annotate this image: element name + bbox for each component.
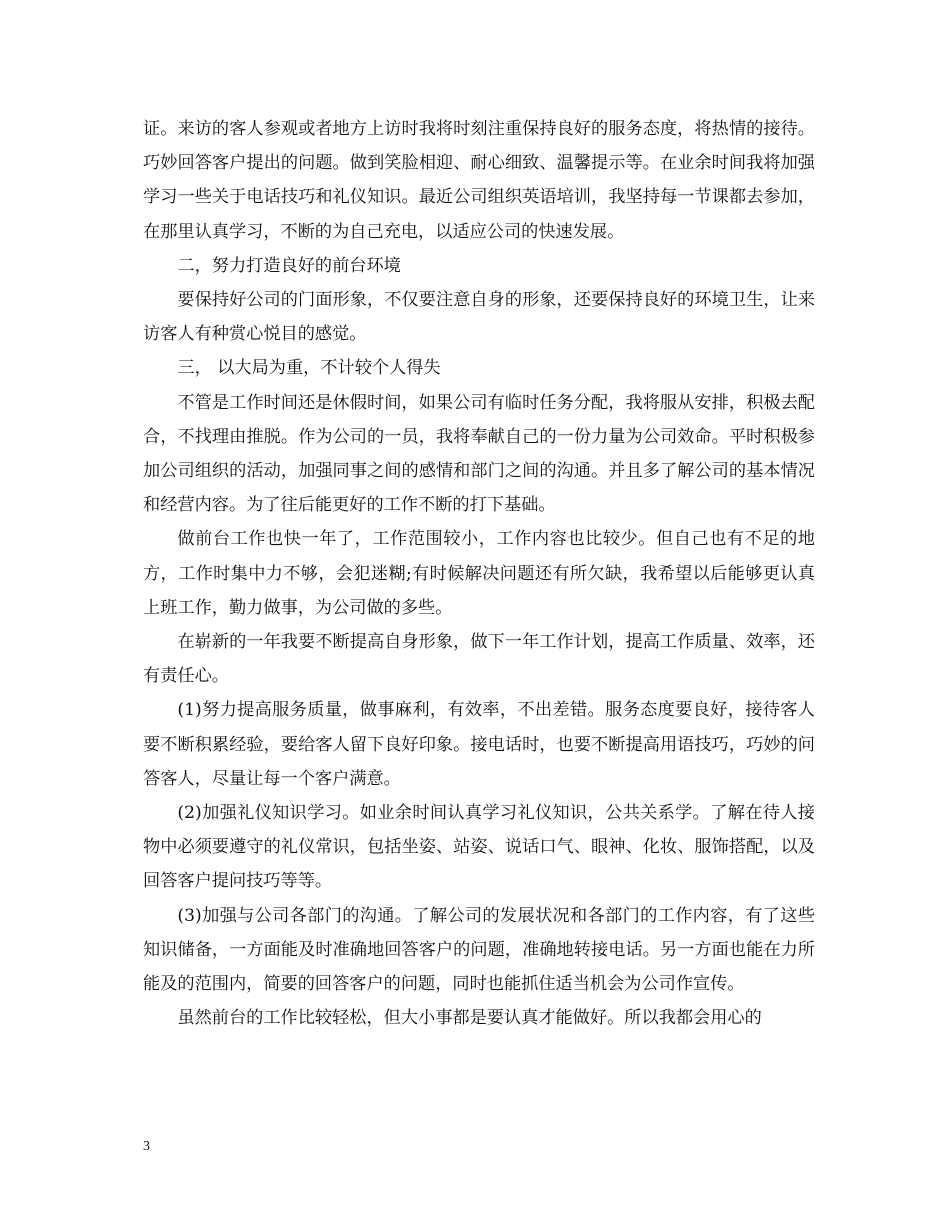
paragraph: 虽然前台的工作比较轻松，但大小事都是要认真才能做好。所以我都会用心的 [177, 1008, 762, 1029]
paragraph: 三， 以大局为重，不计较个人得失 [177, 358, 441, 379]
document-body [143, 112, 815, 1035]
paragraph: 证。来访的客人参观或者地方上访时我将时刻注重保持良好的服务态度，将热情的接待。巧妙回答客户提出的问题。做到笑脸相迎、耐心细致、温馨提示等。在业余时间我将加强学习一些关于电话技巧和礼仪知识。最近公司组织英语培训，我坚持每一节课都去参加，在那里认真学习，不断的为自己充电，以适应公司的快速发展。 [143, 119, 815, 242]
paragraph: (1)努力提高服务质量，做事麻利，有效率，不出差错。服务态度要良好，接待客人要不断积累经验，要给客人留下良好印象。接电话时，也要不断提高用语技巧，巧妙的问答客人，尽量让每一个客户满意。 [143, 700, 815, 789]
paragraph: (2)加强礼仪知识学习。如业余时间认真学习礼仪知识，公共关系学。了解在待人接物中必须要遵守的礼仪常识，包括坐姿、站姿、说话口气、眼神、化妆、服饰搭配，以及回答客户提问技巧等等。 [143, 803, 815, 892]
paragraph: 不管是工作时间还是休假时间，如果公司有临时任务分配，我将服从安排，积极去配合，不找理由推脱。作为公司的一员，我将奉献自己的一份力量为公司效命。平时积极参加公司组织的活动，加强同事之间的感情和部门之间的沟通。并且多了解公司的基本情况和经营内容。为了往后能更好的工作不断的打下基础。 [143, 392, 815, 516]
paragraph: 二，努力打造良好的前台环境 [177, 255, 401, 276]
page-number: 3 [143, 1139, 150, 1154]
paragraph: 要保持好公司的门面形象，不仅要注意自身的形象，还要保持良好的环境卫生，让来访客人有种赏心悦目的感觉。 [143, 290, 815, 345]
paragraph: 做前台工作也快一年了，工作范围较小，工作内容也比较少。但自己也有不足的地方，工作时集中力不够，会犯迷糊;有时候解决问题还有所欠缺，我希望以后能够更认真上班工作，勤力做事，为公司做的多些。 [143, 529, 815, 618]
paragraph: 在崭新的一年我要不断提高自身形象，做下一年工作计划，提高工作质量、效率，还有责任心。 [143, 632, 815, 687]
paragraph: (3)加强与公司各部门的沟通。了解公司的发展状况和各部门的工作内容，有了这些知识储备，一方面能及时准确地回答客户的问题，准确地转接电话。另一方面也能在力所能及的范围内，简要的回答客户的问题，同时也能抓住适当机会为公司作宣传。 [143, 905, 815, 995]
